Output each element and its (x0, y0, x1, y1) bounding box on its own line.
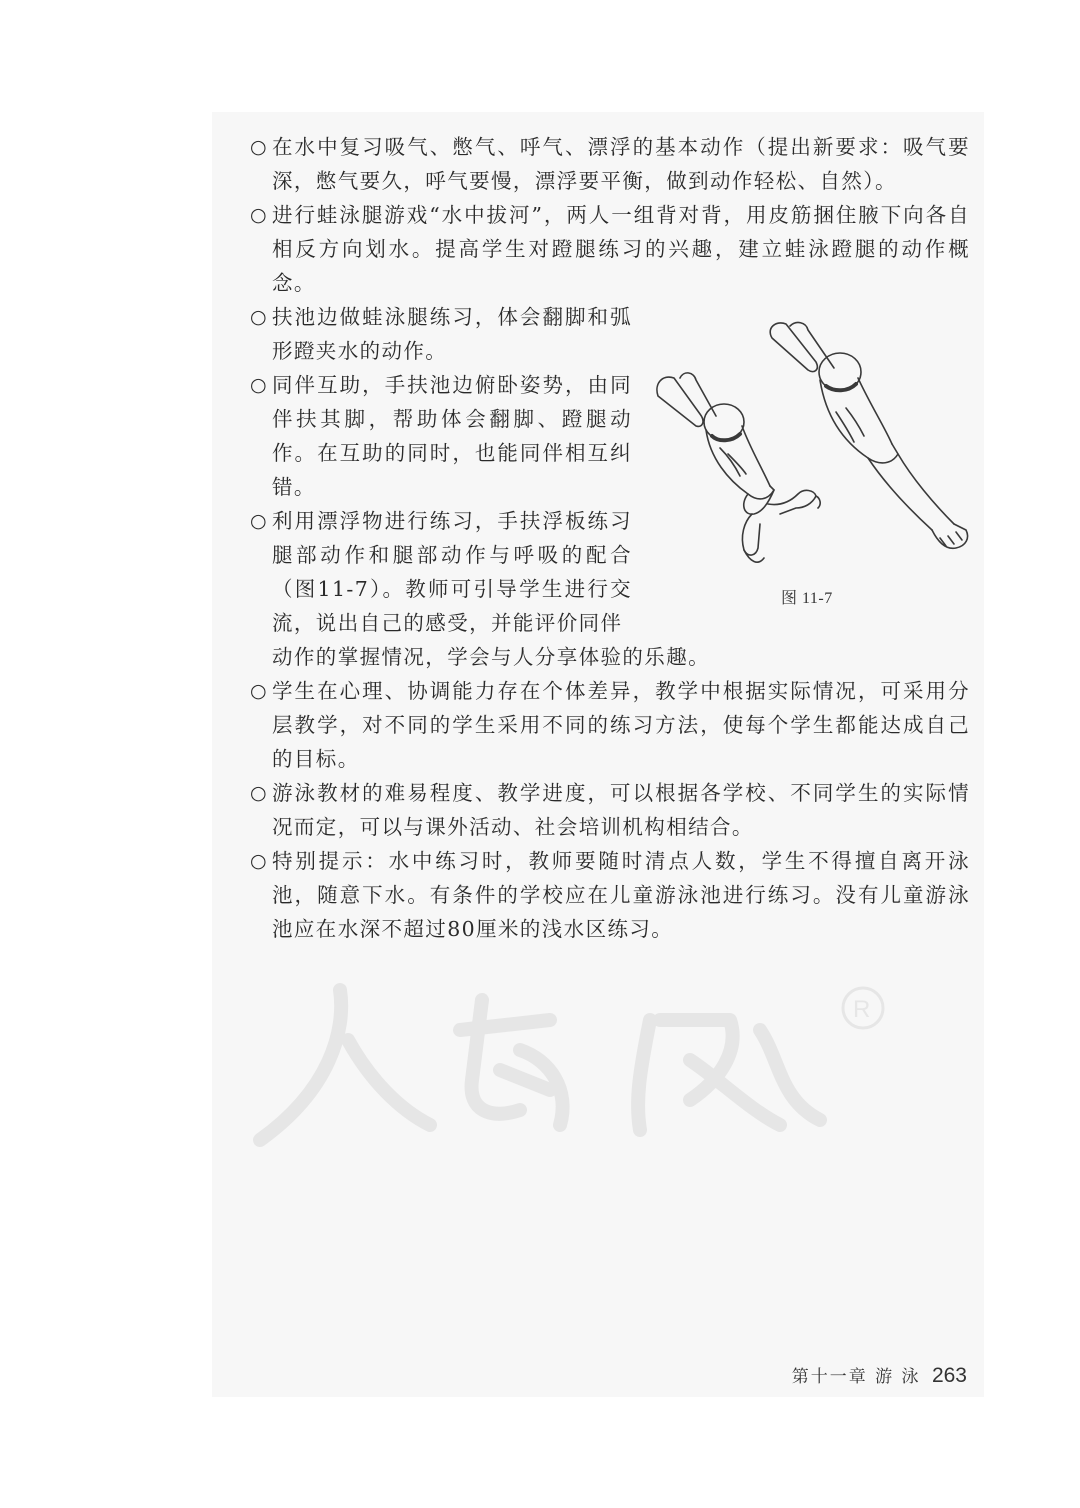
paragraph-text: 特别提示：水中练习时，教师要随时清点人数，学生不得擅自离开泳池，随意下水。有条件的学校应在儿童游泳池进行练习。没有儿童游泳池应在水深不超过80厘米的浅水区练习。 (272, 849, 970, 941)
watermark-svg (220, 960, 920, 1160)
bullet-circle: ○ (250, 204, 268, 226)
bullet-circle: ○ (250, 374, 268, 396)
bullet-circle: ○ (250, 850, 268, 872)
bullet-circle: ○ (250, 136, 268, 158)
paragraph-5-continuation: 动作的掌握情况，学会与人分享体验的乐趣。 (272, 645, 710, 669)
swimmer-illustration-svg (640, 318, 980, 588)
paragraph-text: 扶池边做蛙泳腿练习，体会翻脚和弧形蹬夹水的动作。 (272, 305, 632, 363)
page-footer (792, 1362, 967, 1388)
paragraph-7 (250, 776, 970, 844)
swimmer-kick-illustration (640, 318, 980, 588)
bullet-circle: ○ (250, 306, 268, 328)
paragraph-6 (250, 674, 970, 776)
figure-caption: 图 11-7 (781, 590, 833, 607)
paragraph-text: 在水中复习吸气、憋气、呼气、漂浮的基本动作（提出新要求：吸气要深，憋气要久，呼气要慢，漂浮要平衡，做到动作轻松、自然）。 (272, 135, 970, 193)
svg-text:R: R (853, 996, 871, 1023)
paragraph-text: 学生在心理、协调能力存在个体差异，教学中根据实际情况，可采用分层教学，对不同的学生采用不同的练习方法，使每个学生都能达成自己的目标。 (272, 679, 970, 771)
bullet-circle: ○ (250, 782, 268, 804)
chapter-title: 第十一章 游 泳 (791, 1367, 921, 1387)
paragraph-text: 利用漂浮物进行练习，手扶浮板练习腿部动作和腿部动作与呼吸的配合（图11-7）。教师可引导学生进行交流，说出自己的感受，并能评价同伴 (272, 509, 632, 635)
bullet-circle: ○ (250, 510, 268, 532)
bullet-circle: ○ (250, 680, 268, 702)
paragraph-1 (250, 130, 970, 198)
swimmer-left-figure (657, 373, 820, 562)
paragraph-5 (250, 504, 632, 640)
paragraph-8 (250, 844, 970, 946)
paragraph-text: 同伴互助，手扶池边俯卧姿势，由同伴扶其脚，帮助体会翻脚、蹬腿动作。在互助的同时，也能同伴相互纠错。 (272, 373, 632, 499)
paragraph-4 (250, 368, 632, 504)
paragraph-2 (250, 198, 970, 300)
paragraph-text: 游泳教材的难易程度、教学进度，可以根据各学校、不同学生的实际情况而定，可以与课外活动、社会培训机构相结合。 (272, 781, 970, 839)
page-number: 263 (931, 1364, 967, 1387)
publisher-watermark-logo (220, 960, 920, 1160)
paragraph-text: 进行蛙泳腿游戏“水中拔河”，两人一组背对背，用皮筋捆住腋下向各自相反方向划水。提高学生对蹬腿练习的兴趣，建立蛙泳蹬腿的动作概念。 (272, 203, 970, 295)
paragraph-3 (250, 300, 632, 368)
swimmer-right-figure (770, 323, 967, 549)
